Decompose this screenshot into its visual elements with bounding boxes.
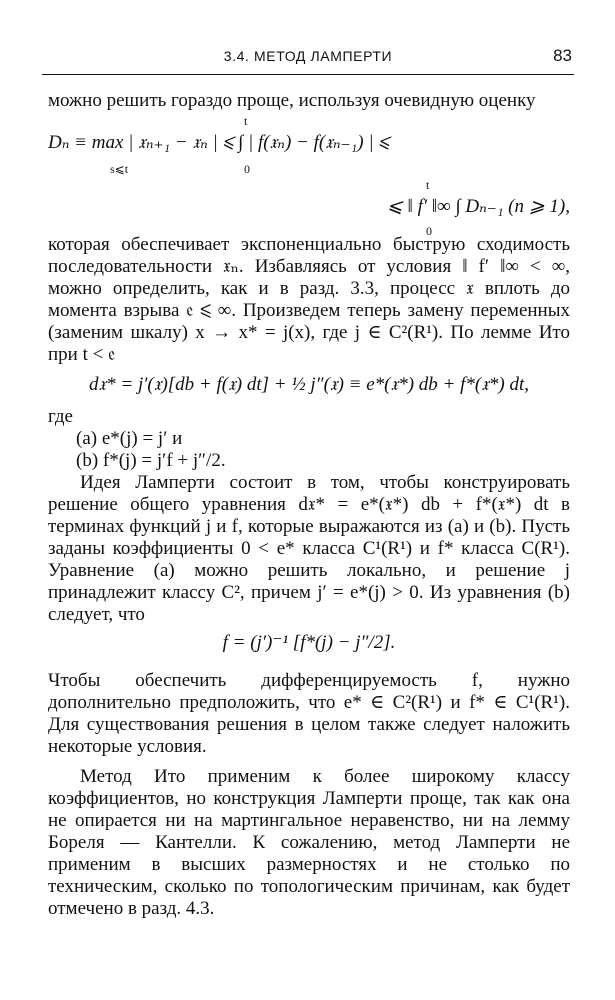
integral-upper-limit: t	[244, 114, 248, 128]
equation-estimate	[48, 112, 570, 238]
page-body	[48, 90, 570, 920]
paragraph-where: где	[48, 406, 73, 427]
paragraph-differentiability: Чтобы обеспечить дифференцируемость f, нужно дополнительно предположить, что e* ∈ C²(R¹) и f* ∈ C¹(R¹). Для существования решения в целом также следует наложить некоторые условия.	[48, 670, 570, 757]
integral-upper-limit-2: t	[426, 178, 430, 192]
paragraph-lamperti-idea: Идея Ламперти состоит в том, чтобы конструировать решение общего уравнения d𝔵* = e*(𝔵*) db + f*(𝔵*) dt в терминах функций j и f, которые выражаются из (a) и (b). Пусть заданы коэффициенты 0 < e* класса C¹(R¹) и f* класса C(R¹). Уравнение (a) можно решить локально, и решение j принадлежит классу C², причем j′ = e*(j) > 0. Из уравнения (b) следует, что	[48, 472, 570, 625]
equation-ito: d𝔵* = j′(𝔵)[db + f(𝔵) dt] + ½ j″(𝔵) ≡ e*(𝔵*) db + f*(𝔵*) dt,	[88, 374, 529, 395]
condition-b: (b) f*(j) = j′f + j″/2.	[76, 450, 226, 471]
integral-lower-limit: 0	[244, 162, 250, 176]
condition-a: (a) e*(j) = j′ и	[76, 428, 183, 449]
integral-lower-limit-2: 0	[426, 224, 432, 238]
paragraph-convergence: которая обеспечивает экспоненциально быструю сходимость последовательности 𝔵ₙ. Избавляясь от условия ‖ f′ ‖∞ < ∞, можно определить, как и в разд. 3.3, процесс 𝔵 вплоть до момента взрыва 𝔢 ⩽ ∞. Произведем теперь замену переменных (заменим шкалу) x → x* = j(x), где j ∈ C²(R¹). По лемме Ито при t < 𝔢	[48, 234, 570, 365]
running-header	[42, 44, 574, 75]
condition-list	[48, 428, 570, 472]
equation-f: f = (j′)⁻¹ [f*(j) − j″/2].	[222, 632, 396, 653]
paragraph-intro: можно решить гораздо проще, используя очевидную оценку	[48, 90, 536, 111]
equation-line-2: ⩽ ‖ f′ ‖∞ ∫ Dₙ₋₁ (n ⩾ 1),	[386, 196, 570, 217]
page-number: 83	[553, 46, 572, 65]
max-subscript: s⩽t	[110, 162, 129, 176]
running-title: 3.4. МЕТОД ЛАМПЕРТИ	[223, 48, 393, 64]
equation-line-1: Dₙ ≡ max | 𝔵ₙ₊₁ − 𝔵ₙ | ⩽ ∫ | f(𝔵ₙ) − f(𝔵ₙ₋₁) | ⩽	[48, 132, 390, 153]
paragraph-comparison: Метод Ито применим к более широкому классу коэффициентов, но конструкция Ламперти проще, так как она не опирается ни на мартингальное неравенство, ни на лемму Бореля — Кантелли. К сожалению, метод Ламперти не применим в высших размерностях и не столько по техническим, сколько по топологическим причинам, как будет отмечено в разд. 4.3.	[48, 766, 570, 919]
